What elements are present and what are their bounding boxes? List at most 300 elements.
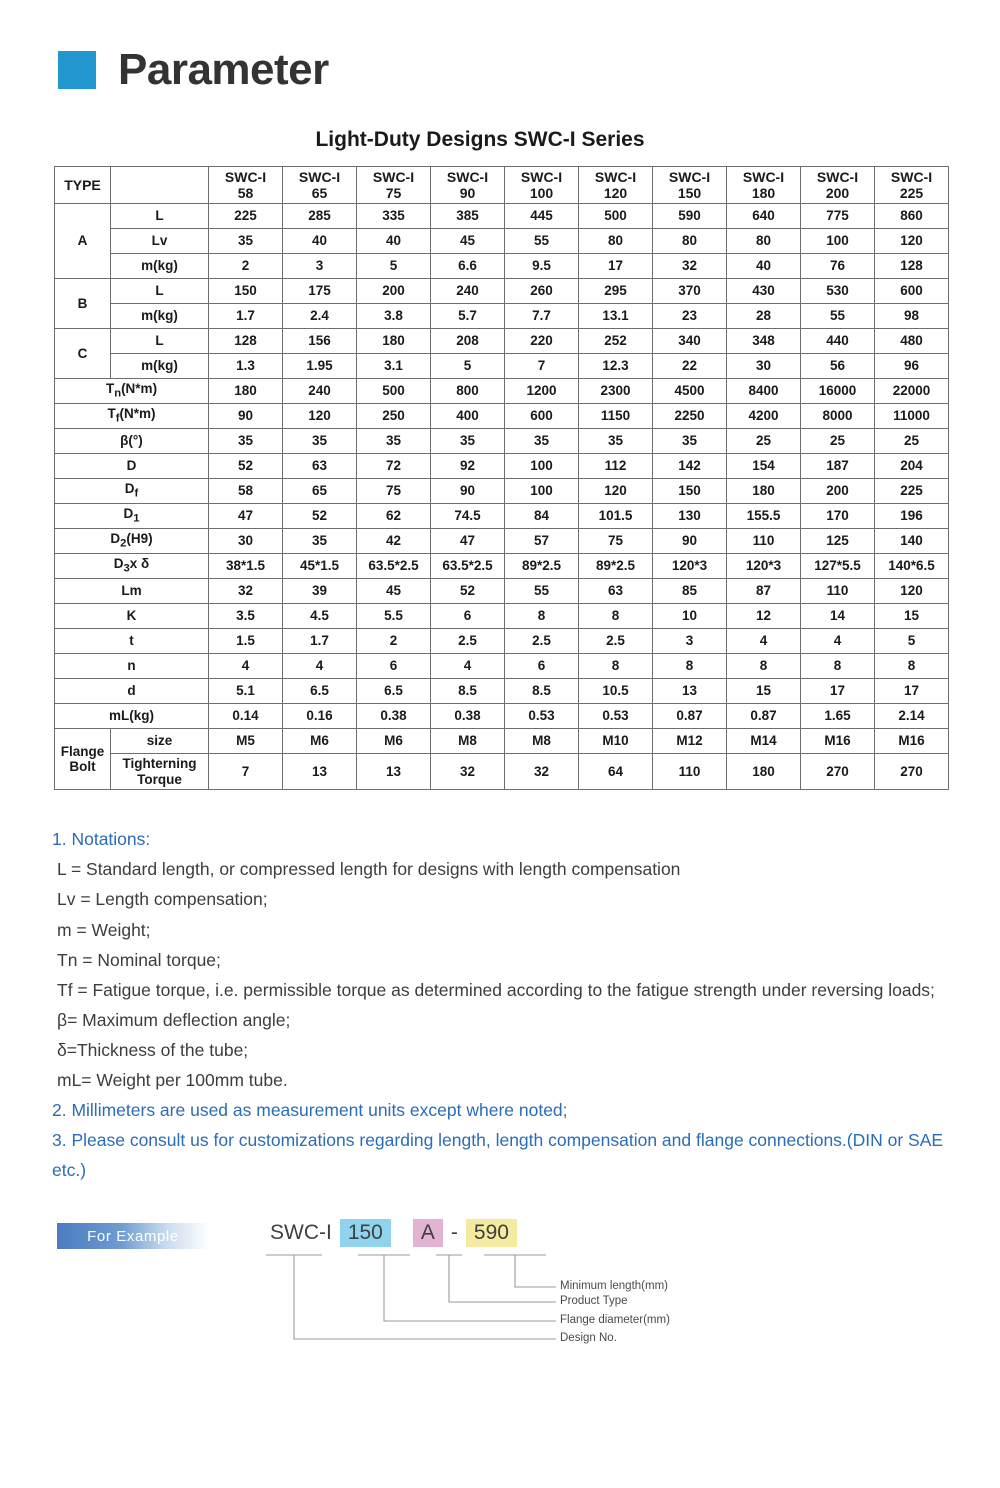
page-header (0, 0, 1000, 92)
value-90: 32 (431, 754, 505, 790)
value-150: 35 (653, 429, 727, 454)
value-58: 90 (209, 404, 283, 429)
value-200: 440 (801, 329, 875, 354)
model-header-65: SWC-I 65 (283, 167, 357, 204)
param-label: m(kg) (111, 354, 209, 379)
param-label: K (55, 604, 209, 629)
value-150: 23 (653, 304, 727, 329)
value-180: 15 (727, 679, 801, 704)
value-120: 252 (579, 329, 653, 354)
value-75: 3.8 (357, 304, 431, 329)
value-100: 89*2.5 (505, 554, 579, 579)
value-65: 0.16 (283, 704, 357, 729)
param-label: $D_3x$ δ (55, 554, 209, 579)
value-75: 200 (357, 279, 431, 304)
value-180: 348 (727, 329, 801, 354)
value-100: 600 (505, 404, 579, 429)
value-100: 100 (505, 454, 579, 479)
value-180: 430 (727, 279, 801, 304)
value-90: 6 (431, 604, 505, 629)
value-120: M10 (579, 729, 653, 754)
value-100: 9.5 (505, 254, 579, 279)
value-75: 42 (357, 529, 431, 554)
value-225: M16 (875, 729, 949, 754)
value-180: 8400 (727, 379, 801, 404)
value-90: 92 (431, 454, 505, 479)
code-min-length: 590 (466, 1219, 517, 1247)
value-90: 63.5*2.5 (431, 554, 505, 579)
value-120: 120 (579, 479, 653, 504)
note-2: 2. Millimeters are used as measurement units except where noted; (52, 1100, 568, 1121)
value-65: 120 (283, 404, 357, 429)
value-58: 32 (209, 579, 283, 604)
value-200: 170 (801, 504, 875, 529)
value-200: 530 (801, 279, 875, 304)
param-label: L (111, 279, 209, 304)
value-75: 180 (357, 329, 431, 354)
code-dash: - (450, 1221, 458, 1245)
group-label-A: A (55, 204, 111, 279)
value-65: 1.7 (283, 629, 357, 654)
value-58: 47 (209, 504, 283, 529)
value-58: 35 (209, 229, 283, 254)
value-150: 0.87 (653, 704, 727, 729)
table-header-row (55, 167, 949, 204)
value-90: 74.5 (431, 504, 505, 529)
value-225: 204 (875, 454, 949, 479)
param-label: Lm (55, 579, 209, 604)
value-100: 445 (505, 204, 579, 229)
value-150: 150 (653, 479, 727, 504)
value-58: 58 (209, 479, 283, 504)
table-row (55, 229, 949, 254)
value-58: 1.5 (209, 629, 283, 654)
value-150: 110 (653, 754, 727, 790)
value-150: 120*3 (653, 554, 727, 579)
value-120: 101.5 (579, 504, 653, 529)
value-65: 3 (283, 254, 357, 279)
value-225: 2.14 (875, 704, 949, 729)
value-100: 220 (505, 329, 579, 354)
value-120: 80 (579, 229, 653, 254)
table-row (55, 754, 949, 790)
value-180: 87 (727, 579, 801, 604)
value-58: 1.3 (209, 354, 283, 379)
header-accent-square (58, 51, 96, 89)
leader-lines (0, 1215, 1000, 1395)
value-225: 8 (875, 654, 949, 679)
value-180: 30 (727, 354, 801, 379)
value-180: 154 (727, 454, 801, 479)
value-65: 13 (283, 754, 357, 790)
value-100: 55 (505, 229, 579, 254)
table-row (55, 454, 949, 479)
value-120: 12.3 (579, 354, 653, 379)
value-65: 6.5 (283, 679, 357, 704)
notation-line-8: mL= Weight per 100mm tube. (57, 1069, 288, 1090)
value-180: 180 (727, 479, 801, 504)
value-200: 55 (801, 304, 875, 329)
value-200: 775 (801, 204, 875, 229)
annotation-min-length: Minimum length(mm) (560, 1280, 668, 1293)
annotation-flange-diameter: Flange diameter(mm) (560, 1314, 670, 1327)
table-row (55, 204, 949, 229)
type-header: TYPE (55, 167, 111, 204)
value-90: 800 (431, 379, 505, 404)
value-65: 52 (283, 504, 357, 529)
param-label: $D_1$ (55, 504, 209, 529)
value-65: 175 (283, 279, 357, 304)
value-180: 40 (727, 254, 801, 279)
value-200: 270 (801, 754, 875, 790)
value-75: 500 (357, 379, 431, 404)
value-180: 110 (727, 529, 801, 554)
value-75: 63.5*2.5 (357, 554, 431, 579)
value-75: 6.5 (357, 679, 431, 704)
value-225: 22000 (875, 379, 949, 404)
param-label: size (111, 729, 209, 754)
value-180: 80 (727, 229, 801, 254)
group-label-C: C (55, 329, 111, 379)
value-65: 285 (283, 204, 357, 229)
table-row (55, 279, 949, 304)
model-header-225: SWC-I 225 (875, 167, 949, 204)
value-90: 385 (431, 204, 505, 229)
value-150: 3 (653, 629, 727, 654)
value-200: M16 (801, 729, 875, 754)
value-150: M12 (653, 729, 727, 754)
param-label: $T_n(N*m)$ (55, 379, 209, 404)
value-150: 32 (653, 254, 727, 279)
value-200: 4 (801, 629, 875, 654)
value-100: M8 (505, 729, 579, 754)
code-prefix: SWC-I (270, 1221, 332, 1245)
value-180: 8 (727, 654, 801, 679)
param-label: D (55, 454, 209, 479)
notation-line-2: Lv = Length compensation; (57, 889, 268, 910)
value-150: 10 (653, 604, 727, 629)
value-75: 72 (357, 454, 431, 479)
table-row (55, 604, 949, 629)
value-90: 8.5 (431, 679, 505, 704)
spec-table (54, 166, 949, 790)
value-120: 8 (579, 604, 653, 629)
value-58: 30 (209, 529, 283, 554)
table-row (55, 579, 949, 604)
value-150: 370 (653, 279, 727, 304)
value-75: 5 (357, 254, 431, 279)
table-row (55, 704, 949, 729)
value-65: M6 (283, 729, 357, 754)
value-58: 52 (209, 454, 283, 479)
value-225: 17 (875, 679, 949, 704)
value-225: 128 (875, 254, 949, 279)
code-flange-diameter: 150 (340, 1219, 391, 1247)
value-75: 13 (357, 754, 431, 790)
value-58: M5 (209, 729, 283, 754)
value-90: 400 (431, 404, 505, 429)
value-58: 4 (209, 654, 283, 679)
param-label: β(°) (55, 429, 209, 454)
value-65: 39 (283, 579, 357, 604)
table-row (55, 404, 949, 429)
notations-heading: 1. Notations: (52, 829, 151, 850)
table-row (55, 379, 949, 404)
notation-line-6: β= Maximum deflection angle; (57, 1009, 291, 1030)
notation-line-4: Tn = Nominal torque; (57, 949, 221, 970)
value-180: 12 (727, 604, 801, 629)
table-row (55, 354, 949, 379)
value-58: 5.1 (209, 679, 283, 704)
value-65: 4.5 (283, 604, 357, 629)
value-100: 6 (505, 654, 579, 679)
value-180: M14 (727, 729, 801, 754)
table-row (55, 729, 949, 754)
param-label: mL(kg) (55, 704, 209, 729)
value-75: M6 (357, 729, 431, 754)
value-100: 35 (505, 429, 579, 454)
value-90: 35 (431, 429, 505, 454)
value-75: 250 (357, 404, 431, 429)
notations-section (0, 790, 1000, 1185)
param-label: $T_f(N*m)$ (55, 404, 209, 429)
value-90: 90 (431, 479, 505, 504)
value-65: 40 (283, 229, 357, 254)
param-label: Tighterning Torque (111, 754, 209, 790)
value-200: 1.65 (801, 704, 875, 729)
value-180: 180 (727, 754, 801, 790)
model-header-75: SWC-I 75 (357, 167, 431, 204)
value-200: 25 (801, 429, 875, 454)
value-225: 15 (875, 604, 949, 629)
model-header-200: SWC-I 200 (801, 167, 875, 204)
value-75: 335 (357, 204, 431, 229)
table-row (55, 329, 949, 354)
param-label: L (111, 329, 209, 354)
value-180: 25 (727, 429, 801, 454)
value-225: 140*6.5 (875, 554, 949, 579)
value-225: 225 (875, 479, 949, 504)
value-225: 860 (875, 204, 949, 229)
param-label: $D_2(H9)$ (55, 529, 209, 554)
value-180: 4 (727, 629, 801, 654)
value-150: 85 (653, 579, 727, 604)
value-200: 127*5.5 (801, 554, 875, 579)
table-row (55, 679, 949, 704)
value-225: 120 (875, 229, 949, 254)
table-row (55, 529, 949, 554)
value-200: 14 (801, 604, 875, 629)
value-120: 17 (579, 254, 653, 279)
table-row (55, 429, 949, 454)
value-90: 52 (431, 579, 505, 604)
note-3: 3. Please consult us for customizations regarding length, length compensation and flange connections.(DIN or SAE etc.) (52, 1130, 944, 1181)
value-150: 130 (653, 504, 727, 529)
value-100: 57 (505, 529, 579, 554)
value-200: 56 (801, 354, 875, 379)
for-example-badge: For Example (57, 1223, 209, 1249)
value-90: 240 (431, 279, 505, 304)
value-120: 75 (579, 529, 653, 554)
param-label: L (111, 204, 209, 229)
value-100: 7.7 (505, 304, 579, 329)
value-200: 200 (801, 479, 875, 504)
value-150: 13 (653, 679, 727, 704)
value-225: 98 (875, 304, 949, 329)
value-75: 3.1 (357, 354, 431, 379)
value-200: 187 (801, 454, 875, 479)
value-90: M8 (431, 729, 505, 754)
value-65: 1.95 (283, 354, 357, 379)
value-200: 100 (801, 229, 875, 254)
value-150: 590 (653, 204, 727, 229)
table-row (55, 479, 949, 504)
value-58: 38*1.5 (209, 554, 283, 579)
value-200: 125 (801, 529, 875, 554)
group-label-B: B (55, 279, 111, 329)
value-200: 110 (801, 579, 875, 604)
value-65: 2.4 (283, 304, 357, 329)
notation-line-7: δ=Thickness of the tube; (57, 1039, 249, 1060)
page-title: Parameter (118, 45, 329, 94)
value-225: 196 (875, 504, 949, 529)
value-90: 4 (431, 654, 505, 679)
value-75: 62 (357, 504, 431, 529)
value-100: 55 (505, 579, 579, 604)
value-225: 600 (875, 279, 949, 304)
value-65: 35 (283, 529, 357, 554)
value-90: 47 (431, 529, 505, 554)
value-150: 8 (653, 654, 727, 679)
notation-line-1: L = Standard length, or compressed length for designs with length compensation (57, 859, 681, 880)
value-90: 2.5 (431, 629, 505, 654)
value-58: 35 (209, 429, 283, 454)
param-label: d (55, 679, 209, 704)
value-58: 225 (209, 204, 283, 229)
param-header-blank (111, 167, 209, 204)
value-75: 45 (357, 579, 431, 604)
value-100: 8 (505, 604, 579, 629)
value-180: 4200 (727, 404, 801, 429)
value-120: 500 (579, 204, 653, 229)
value-58: 128 (209, 329, 283, 354)
param-label: t (55, 629, 209, 654)
value-65: 156 (283, 329, 357, 354)
value-100: 260 (505, 279, 579, 304)
value-75: 2 (357, 629, 431, 654)
value-90: 45 (431, 229, 505, 254)
model-header-180: SWC-I 180 (727, 167, 801, 204)
code-product-type: A (413, 1219, 443, 1247)
value-65: 65 (283, 479, 357, 504)
value-120: 0.53 (579, 704, 653, 729)
value-120: 64 (579, 754, 653, 790)
notation-line-3: m = Weight; (57, 919, 151, 940)
value-120: 1150 (579, 404, 653, 429)
model-header-58: SWC-I 58 (209, 167, 283, 204)
model-header-120: SWC-I 120 (579, 167, 653, 204)
value-120: 8 (579, 654, 653, 679)
value-90: 5 (431, 354, 505, 379)
value-180: 155.5 (727, 504, 801, 529)
value-150: 80 (653, 229, 727, 254)
value-225: 120 (875, 579, 949, 604)
value-90: 6.6 (431, 254, 505, 279)
value-150: 340 (653, 329, 727, 354)
value-150: 4500 (653, 379, 727, 404)
value-180: 120*3 (727, 554, 801, 579)
value-90: 0.38 (431, 704, 505, 729)
value-65: 240 (283, 379, 357, 404)
value-120: 35 (579, 429, 653, 454)
value-120: 112 (579, 454, 653, 479)
value-75: 6 (357, 654, 431, 679)
value-58: 2 (209, 254, 283, 279)
value-120: 2.5 (579, 629, 653, 654)
param-label: m(kg) (111, 304, 209, 329)
value-75: 40 (357, 229, 431, 254)
annotation-design-no: Design No. (560, 1332, 617, 1345)
table-row (55, 629, 949, 654)
value-75: 0.38 (357, 704, 431, 729)
table-row (55, 654, 949, 679)
value-65: 45*1.5 (283, 554, 357, 579)
value-200: 8 (801, 654, 875, 679)
value-58: 0.14 (209, 704, 283, 729)
value-200: 17 (801, 679, 875, 704)
value-120: 63 (579, 579, 653, 604)
value-100: 84 (505, 504, 579, 529)
value-58: 150 (209, 279, 283, 304)
param-label: n (55, 654, 209, 679)
value-225: 96 (875, 354, 949, 379)
model-header-90: SWC-I 90 (431, 167, 505, 204)
value-120: 2300 (579, 379, 653, 404)
value-58: 7 (209, 754, 283, 790)
value-120: 10.5 (579, 679, 653, 704)
annotation-product-type: Product Type (560, 1295, 628, 1308)
model-header-150: SWC-I 150 (653, 167, 727, 204)
value-100: 8.5 (505, 679, 579, 704)
group-label-flange-bolt: Flange Bolt (55, 729, 111, 790)
value-225: 270 (875, 754, 949, 790)
param-label: m(kg) (111, 254, 209, 279)
value-58: 3.5 (209, 604, 283, 629)
value-120: 89*2.5 (579, 554, 653, 579)
spec-table-wrap (0, 166, 1000, 790)
value-150: 2250 (653, 404, 727, 429)
example-diagram (0, 1215, 1000, 1395)
value-200: 76 (801, 254, 875, 279)
value-90: 208 (431, 329, 505, 354)
spec-table-title: Light-Duty Designs SWC-I Series (315, 128, 645, 151)
value-65: 4 (283, 654, 357, 679)
notation-line-5: Tf = Fatigue torque, i.e. permissible torque as determined according to the fatigue strength under reversing loads; (57, 979, 935, 1000)
value-75: 35 (357, 429, 431, 454)
table-row (55, 554, 949, 579)
value-75: 75 (357, 479, 431, 504)
param-label: $D_f$ (55, 479, 209, 504)
value-58: 180 (209, 379, 283, 404)
value-150: 22 (653, 354, 727, 379)
value-75: 5.5 (357, 604, 431, 629)
value-225: 480 (875, 329, 949, 354)
value-100: 7 (505, 354, 579, 379)
value-180: 28 (727, 304, 801, 329)
table-row (55, 254, 949, 279)
table-row (55, 304, 949, 329)
value-100: 2.5 (505, 629, 579, 654)
